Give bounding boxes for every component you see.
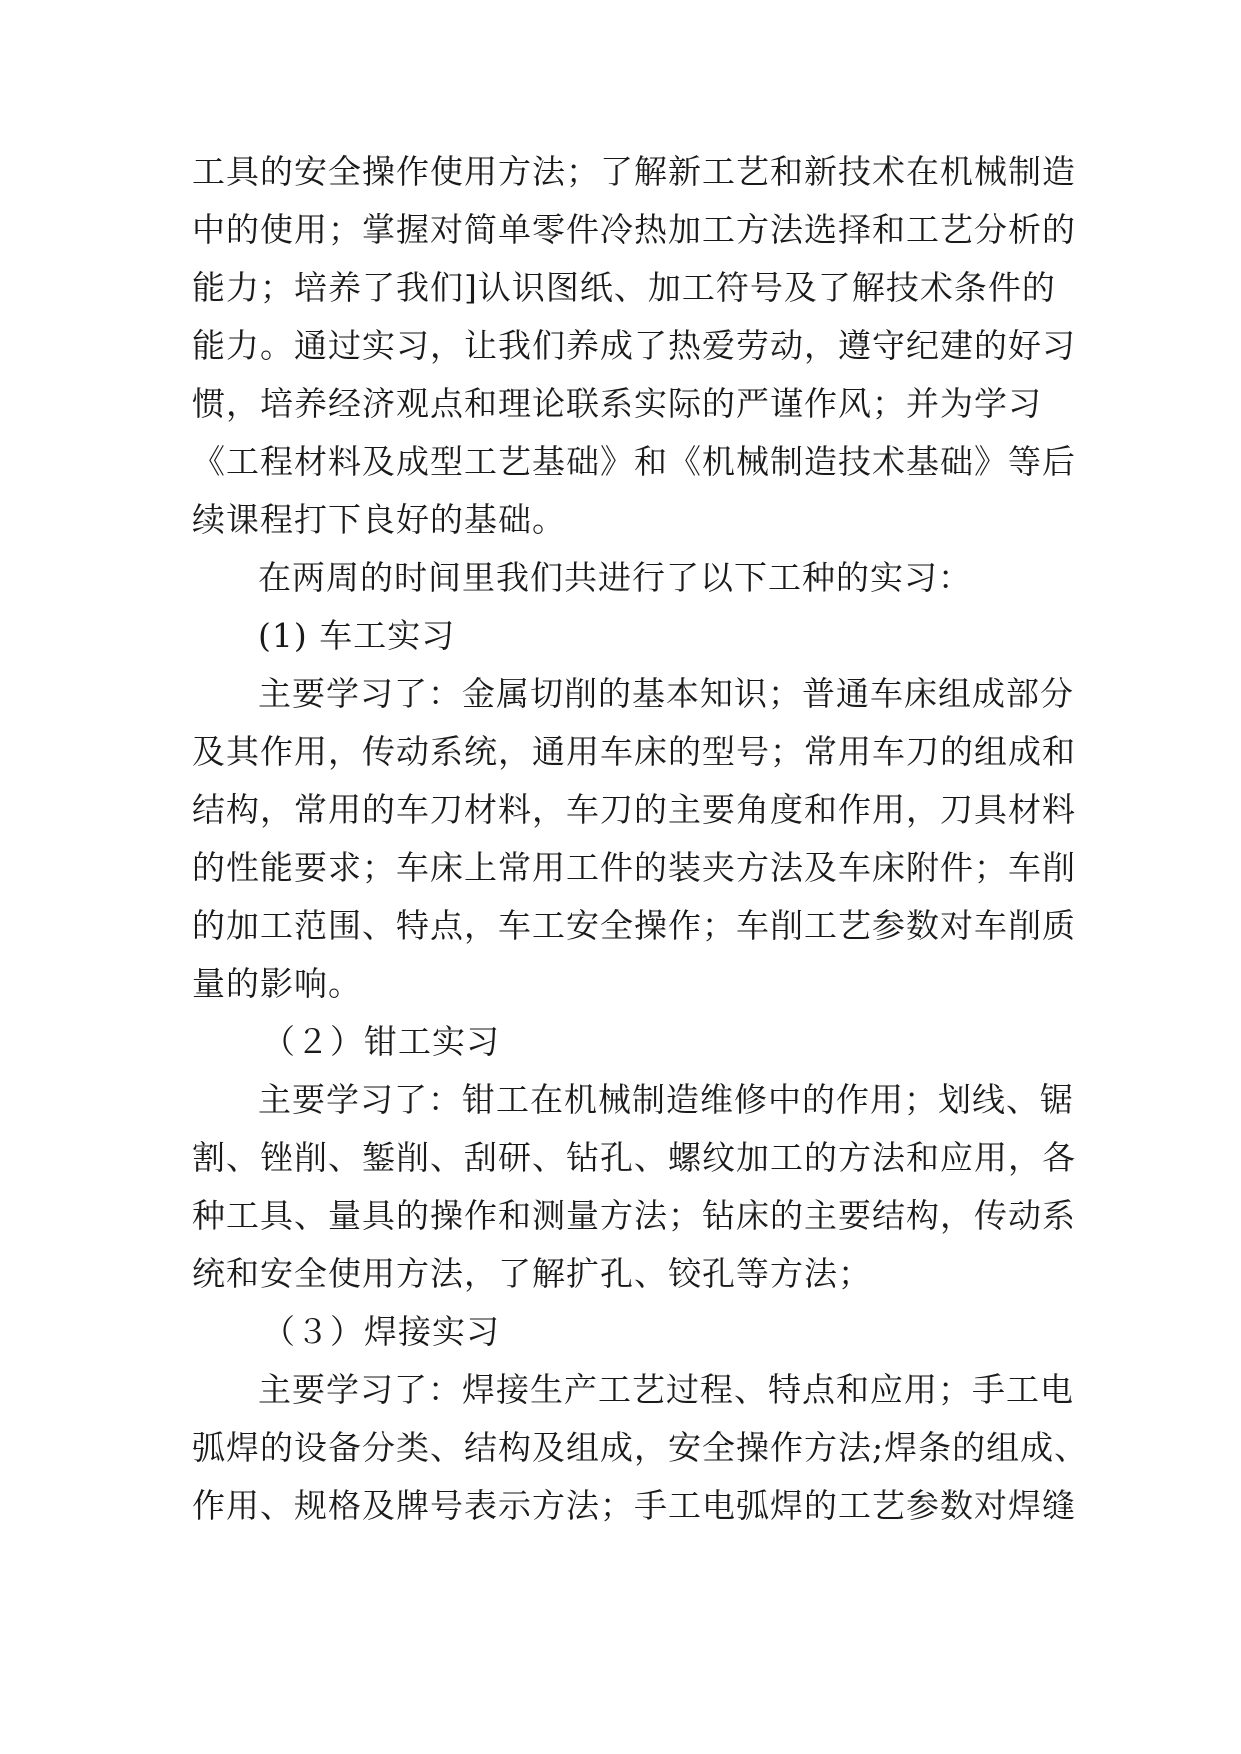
text-line: 中的使用；掌握对简单零件冷热加工方法选择和工艺分析的 (192, 210, 1076, 249)
text-line: 主要学习了：焊接生产工艺过程、特点和应用；手工电 (258, 1370, 1074, 1409)
text-line: 及其作用，传动系统，通用车床的型号；常用车刀的组成和 (192, 732, 1076, 771)
text-line: 统和安全使用方法，了解扩孔、铰孔等方法； (192, 1254, 872, 1293)
text-line: 割、锉削、錾削、刮研、钻孔、螺纹加工的方法和应用，各 (192, 1138, 1076, 1177)
section-heading-fitter: （２）钳工实习 (262, 1022, 500, 1061)
text-line: 主要学习了：金属切削的基本知识；普通车床组成部分 (258, 674, 1074, 713)
text-line: 能力；培养了我们]认识图纸、加工符号及了解技术条件的 (192, 268, 1056, 307)
text-line: 作用、规格及牌号表示方法；手工电弧焊的工艺参数对焊缝 (192, 1486, 1076, 1525)
text-line: 种工具、量具的操作和测量方法；钻床的主要结构，传动系 (192, 1196, 1076, 1235)
text-line: 量的影响。 (192, 964, 362, 1003)
text-line: 的性能要求；车床上常用工件的装夹方法及车床附件；车削 (192, 848, 1076, 887)
text-line: 主要学习了：钳工在机械制造维修中的作用；划线、锯 (258, 1080, 1074, 1119)
section-heading-lathe: (1) 车工实习 (258, 616, 456, 655)
section-heading-welding: （３）焊接实习 (262, 1312, 500, 1351)
text-line: 《工程材料及成型工艺基础》和《机械制造技术基础》等后 (192, 442, 1076, 481)
text-line: 续课程打下良好的基础。 (192, 500, 566, 539)
text-line: 工具的安全操作使用方法；了解新工艺和新技术在机械制造 (192, 152, 1076, 191)
paragraph-intro: 在两周的时间里我们共进行了以下工种的实习： (258, 558, 972, 597)
text-line: 惯，培养经济观点和理论联系实际的严谨作风；并为学习 (192, 384, 1042, 423)
text-line: 结构，常用的车刀材料，车刀的主要角度和作用，刀具材料 (192, 790, 1076, 829)
text-line: 弧焊的设备分类、结构及组成，安全操作方法;焊条的组成、 (192, 1428, 1089, 1467)
text-line: 能力。通过实习，让我们养成了热爱劳动，遵守纪建的好习 (192, 326, 1076, 365)
text-line: 的加工范围、特点，车工安全操作；车削工艺参数对车削质 (192, 906, 1076, 945)
